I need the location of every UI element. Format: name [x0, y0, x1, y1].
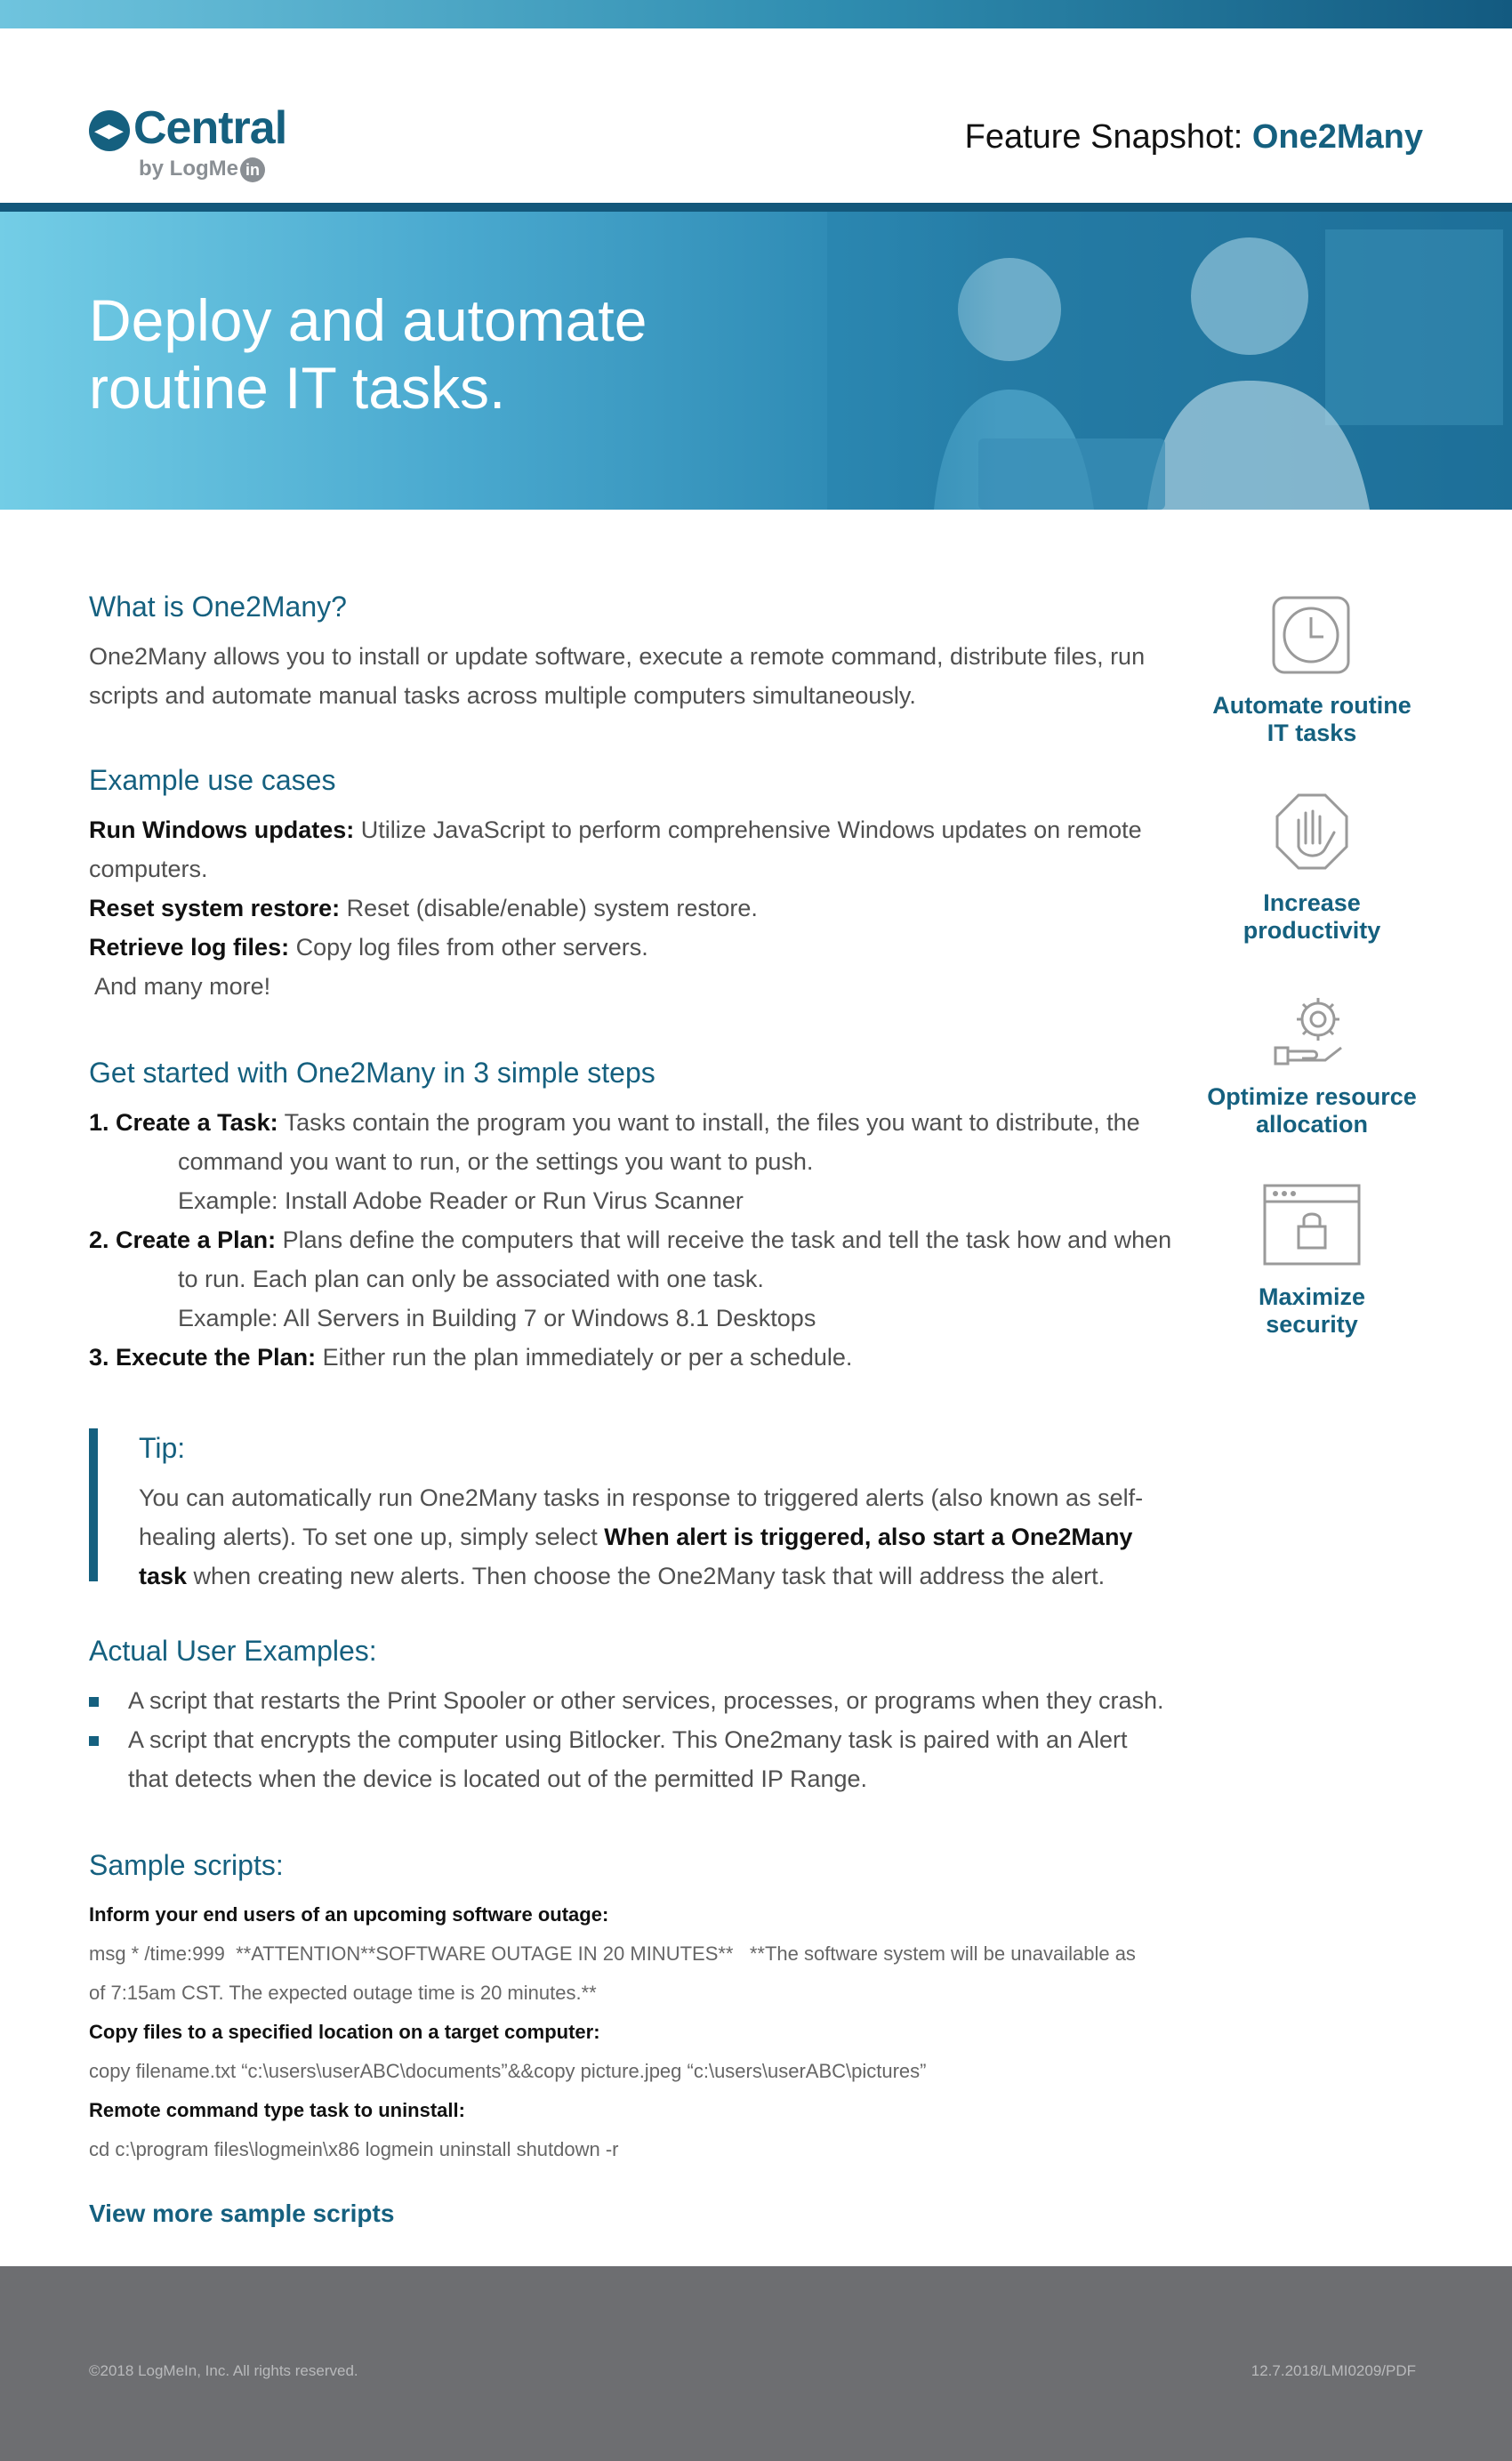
use-cases-heading: Example use cases — [89, 764, 336, 796]
list-item: A script that restarts the Print Spooler or other services, processes, or programs when they crash. — [89, 1681, 1174, 1720]
script-3-title: Remote command type task to uninstall: — [89, 2099, 465, 2121]
logo-byline: by LogMe in — [139, 157, 265, 182]
hero-photo — [827, 212, 1512, 510]
tip-heading: Tip: — [139, 1432, 186, 1464]
footer-doc-code: 12.7.2018/LMI0209/PDF — [1251, 2362, 1416, 2379]
gear-hand-icon — [1263, 978, 1361, 1076]
step-2: 2. Create a Plan: Plans define the computers that will receive the task and tell the task how and when — [89, 1226, 1172, 1253]
feature-label: Increase productivity — [1243, 889, 1381, 944]
step-2-example: Example: All Servers in Building 7 or Windows 8.1 Desktops — [178, 1305, 816, 1331]
sample-scripts-heading: Sample scripts: — [89, 1849, 284, 1881]
script-1-line-2: of 7:15am CST. The expected outage time is 20 minutes.** — [89, 1982, 597, 2004]
feature-label: Optimize resource allocation — [1207, 1083, 1417, 1138]
central-logo — [89, 80, 320, 187]
step-1: 1. Create a Task: Tasks contain the program you want to install, the files you want to distribute, the — [89, 1109, 1140, 1136]
script-2-line: copy filename.txt “c:\users\userABC\documents”&&copy picture.jpeg “c:\users\userABC\pictures” — [89, 2060, 927, 2082]
feature-snapshot-title: Feature Snapshot: One2Many — [964, 118, 1423, 156]
feature-label: Maximize security — [1258, 1283, 1366, 1338]
tip-callout — [89, 1428, 1174, 1587]
footer-copyright: ©2018 LogMeIn, Inc. All rights reserved. — [89, 2362, 358, 2379]
hero-banner — [0, 212, 1512, 510]
view-more-scripts-link[interactable]: View more sample scripts — [89, 2200, 395, 2227]
use-case-more: And many more! — [89, 973, 271, 1000]
user-examples-section — [89, 1631, 1174, 1798]
tip-accent-bar — [89, 1428, 98, 1581]
header — [0, 28, 1512, 203]
use-case-2: Reset system restore: Reset (disable/enable) system restore. — [89, 895, 758, 921]
what-is-heading: What is One2Many? — [89, 591, 347, 623]
browser-lock-icon — [1263, 1178, 1361, 1276]
list-item: A script that encrypts the computer using Bitlocker. This One2many task is paired with an Alert that detects when the device is located out of the permitted IP Range. — [89, 1720, 1174, 1798]
logo-arrows-icon: ◀ ▶ — [89, 110, 130, 151]
script-2-title: Copy files to a specified location on a target computer: — [89, 2021, 600, 2043]
user-examples-list — [89, 1681, 1174, 1798]
use-case-1: Run Windows updates: Utilize JavaScript to perform comprehensive Windows updates on remote computers. — [89, 816, 1142, 882]
steps-section — [89, 1053, 1174, 1377]
script-3-line: cd c:\program files\logmein\x86 logmein uninstall shutdown -r — [89, 2138, 619, 2160]
use-cases-section — [89, 760, 1174, 1006]
tip-body: You can automatically run One2Many tasks in response to triggered alerts (also known as self-healing alerts). To set one up, simply select When alert is triggered, also start a One2Many task when creating new alerts. Then choose the One2Many task that will address the alert. — [139, 1484, 1144, 1589]
feature-label: Automate routine IT tasks — [1212, 692, 1411, 746]
user-examples-heading: Actual User Examples: — [89, 1635, 377, 1667]
hero-title: Deploy and automate routine IT tasks. — [89, 287, 647, 421]
sample-scripts-section — [89, 1846, 1174, 2232]
what-is-section — [89, 587, 1174, 715]
step-1-continued: command you want to run, or the settings you want to push. — [178, 1148, 814, 1175]
what-is-body: One2Many allows you to install or update software, execute a remote command, distribute files, run scripts and automate manual tasks across multiple computers simultaneously. — [89, 643, 1146, 709]
step-1-example: Example: Install Adobe Reader or Run Virus Scanner — [178, 1187, 744, 1214]
logo-brand: Central — [133, 102, 287, 154]
footer — [0, 2266, 1512, 2461]
use-case-3: Retrieve log files: Copy log files from other servers. — [89, 934, 648, 961]
hand-stop-icon — [1263, 784, 1361, 882]
top-gradient-bar — [0, 0, 1512, 28]
clock-icon — [1263, 587, 1361, 685]
hero-divider — [0, 203, 1512, 212]
script-1-title: Inform your end users of an upcoming software outage: — [89, 1903, 609, 1926]
step-3: 3. Execute the Plan: Either run the plan immediately or per a schedule. — [89, 1344, 853, 1371]
script-1-line-1: msg * /time:999 **ATTENTION**SOFTWARE OUTAGE IN 20 MINUTES** **The software system will be unavailable as — [89, 1942, 1136, 1965]
steps-heading: Get started with One2Many in 3 simple steps — [89, 1057, 655, 1089]
step-2-continued: to run. Each plan can only be associated with one task. — [178, 1266, 764, 1292]
